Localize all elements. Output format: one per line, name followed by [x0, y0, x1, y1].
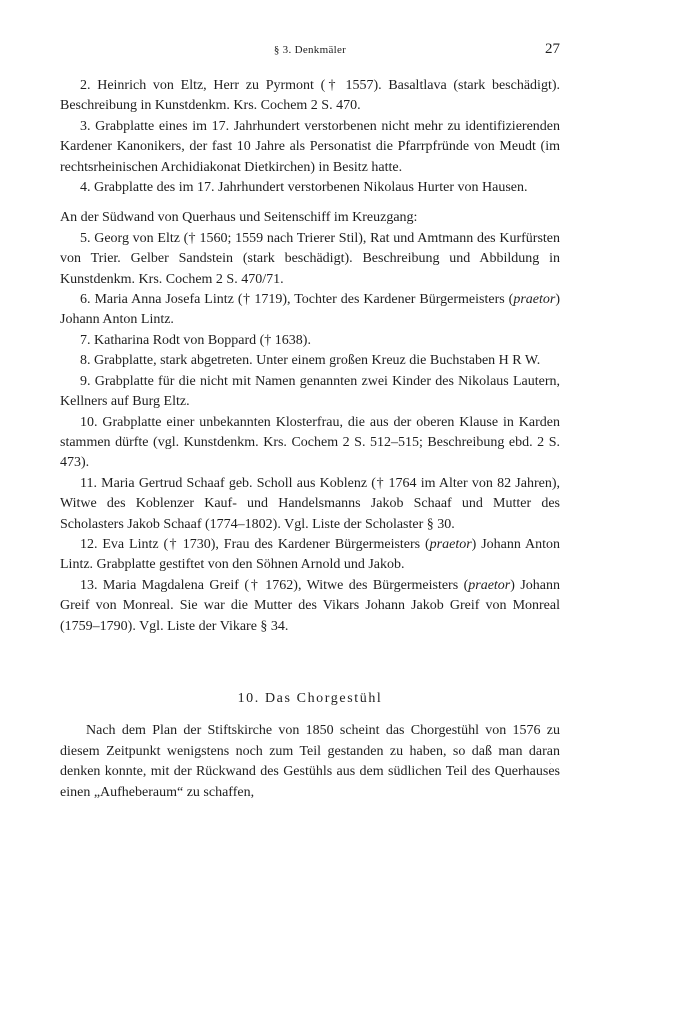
entry-8: 8. Grabplatte, stark abgetreten. Unter einem großen Kreuz die Buchstaben H R W.	[80, 353, 541, 369]
entry-12-praetor: praetor	[429, 536, 472, 552]
entry-12	[60, 535, 560, 576]
document-page	[60, 40, 560, 803]
entry-6-text-a: 6. Maria Anna Josefa Lintz († 1719), Tochter des Kardener Bürgermeisters (	[80, 292, 514, 308]
entry-12-text-a: 12. Eva Lintz († 1730), Frau des Kardener Bürgermeisters (	[80, 536, 430, 552]
section-title: 10. Das Chorgestühl	[237, 690, 383, 706]
entry-6	[60, 290, 560, 331]
entry-6-text-b: ) Johann Anton Lintz.	[60, 292, 560, 328]
entry-11: 11. Maria Gertrud Schaaf geb. Scholl aus Koblenz († 1764 im Alter von 82 Jahren), Witwe des Koblenzer Kauf- und Handelsmanns Jakob Schaaf und Mutter des Scholasters Jakob Schaaf (1774–1802). Vgl. Liste der Scholaster § 30.	[60, 475, 560, 532]
entry-5: 5. Georg von Eltz († 1560; 1559 nach Trierer Stil), Rat und Amtmann des Kurfürsten von Trier. Gelber Sandstein (stark beschädigt). Beschreibung und Abbildung in Kunstdenkm. Krs. Cochem 2 S. 470/71.	[60, 230, 560, 287]
entry-13	[60, 576, 560, 637]
entry-7: 7. Katharina Rodt von Boppard († 1638).	[80, 332, 311, 348]
entry-10: 10. Grabplatte einer unbekannten Klosterfrau, die aus der oberen Klause in Karden stammen dürfte (vgl. Kunstdenkm. Krs. Cochem 2 S. 512–515; Beschreibung ebd. 2 S. 473).	[60, 414, 560, 471]
running-head: § 3. Denkmäler	[273, 44, 347, 56]
section-paragraph: Nach dem Plan der Stiftskirche von 1850 scheint das Chorgestühl von 1576 zu diesem Zeitpunkt wenigstens noch zum Teil gestanden zu haben, so daß man daran denken konnte, mit der Rückwand des Gestühls aus dem südlichen Teil des Querhauses einen „Aufheberaum“ zu schaffen,	[60, 723, 560, 800]
entry-12-text-b: ) Johann Anton Lintz. Grabplatte gestiftet von den Söhnen Arnold und Jakob.	[60, 536, 560, 573]
page-number: 27	[545, 41, 560, 57]
entry-13-praetor: praetor	[468, 577, 511, 593]
entry-6-praetor: praetor	[513, 292, 556, 308]
entry-4: 4. Grabplatte des im 17. Jahrhundert verstorbenen Nikolaus Hurter von Hausen.	[80, 180, 528, 196]
entry-9: 9. Grabplatte für die nicht mit Namen genannten zwei Kinder des Nikolaus Lautern, Kellners auf Burg Eltz.	[60, 373, 560, 410]
entry-13-text-a: 13. Maria Magdalena Greif († 1762), Witwe des Bürgermeisters (	[80, 577, 469, 593]
page-header	[60, 40, 560, 66]
entry-3: 3. Grabplatte eines im 17. Jahrhundert verstorbenen nicht mehr zu identifizierenden Kardener Kanonikers, der fast 10 Jahre als Personatist die Pfarrpfründe von Meudt (im rechtsrheinischen Archidiakonat Dietkirchen) in Besitz hatte.	[60, 118, 560, 175]
scan-speck	[550, 763, 551, 764]
entry-13-text-b: ) Johann Greif von Monreal. Sie war die Mutter des Vikars Johann Jakob Greif von Monreal (1759–1790). Vgl. Liste der Vikare § 34.	[60, 577, 560, 634]
intro-south-wall: An der Südwand von Querhaus und Seitenschiff im Kreuzgang:	[60, 210, 418, 226]
entry-2: 2. Heinrich von Eltz, Herr zu Pyrmont († 1557). Basaltlava (stark beschädigt). Beschreibung in Kunstdenkm. Krs. Cochem 2 S. 470.	[60, 78, 560, 114]
body-text	[60, 76, 560, 803]
